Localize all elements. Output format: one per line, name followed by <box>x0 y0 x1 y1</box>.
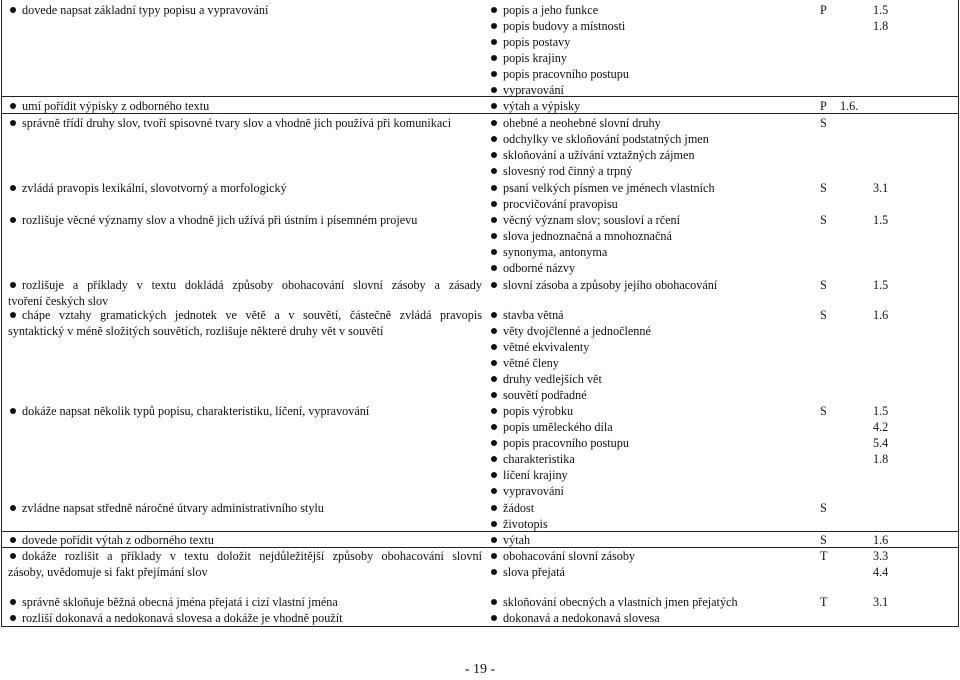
outcome-text: tvoření českých slov <box>8 294 109 308</box>
level-code: P <box>820 3 827 17</box>
topic-item: obohacování slovní zásoby <box>503 549 636 563</box>
topic-item: vypravování <box>503 83 564 97</box>
topic-item: odborné názvy <box>503 261 576 275</box>
reference-code: 4.2 <box>873 420 889 434</box>
topic-item: dokonavá a nedokonavá slovesa <box>503 611 660 625</box>
topic-item: souvětí podřadné <box>503 388 587 402</box>
outcome-text: zvládne napsat středně náročné útvary administrativního stylu <box>22 501 324 515</box>
topic-item: slovesný rod činný a trpný <box>503 164 633 178</box>
reference-code: 1.6 <box>873 308 889 322</box>
topic-item: slovní zásoba a způsoby jejího obohacování <box>503 278 718 292</box>
page-number: - 19 - <box>464 662 496 677</box>
topic-item: druhy vedlejších vět <box>503 372 602 386</box>
topic-item: slova přejatá <box>503 565 565 579</box>
reference-code: 1.8 <box>873 19 889 33</box>
outcome-text: rozlišuje věcné významy slov a vhodně jich užívá při ústním i písemném projevu <box>22 213 418 227</box>
outcome-text: zásoby, uvědomuje si fakt přejímání slov <box>8 565 208 579</box>
outcome-text: správně skloňuje běžná obecná jména přejatá i cizí vlastní jména <box>22 595 338 609</box>
reference-code: 1.6. <box>840 99 859 113</box>
topic-item: líčení krajiny <box>503 468 568 482</box>
topic-item: popis krajiny <box>503 51 567 65</box>
outcome-text: chápe vztahy gramatických jednotek ve větě a v souvětí, částečně zvládá pravopis <box>22 308 482 322</box>
outcome-text: správně třídí druhy slov, tvoří spisovné tvary slov a vhodně jich používá při komunikaci <box>22 116 452 130</box>
level-code: S <box>820 533 827 547</box>
reference-code: 4.4 <box>873 565 889 579</box>
level-code: P <box>820 99 827 113</box>
topic-item: odchylky ve skloňování podstatných jmen <box>503 132 709 146</box>
topic-item: psaní velkých písmen ve jménech vlastních <box>503 181 715 195</box>
outcome-text: rozlišuje a příklady v textu dokládá způsoby obohacování slovní zásoby a zásady <box>22 278 482 292</box>
topic-item: popis postavy <box>503 35 571 49</box>
reference-code: 3.1 <box>873 181 889 195</box>
topic-item: synonyma, antonyma <box>503 245 608 259</box>
level-code: S <box>820 181 827 195</box>
outcome-text: syntaktický v méně složitých souvětích, rozlišuje některé druhy vět v souvětí <box>8 324 384 338</box>
topic-item: větné ekvivalenty <box>503 340 590 354</box>
topic-item: výtah <box>503 533 531 547</box>
level-code: S <box>820 501 827 515</box>
topic-item: větné členy <box>503 356 559 370</box>
topic-item: vypravování <box>503 484 564 498</box>
outcome-text: dokáže napsat několik typů popisu, charakteristiku, líčení, vypravování <box>22 404 370 418</box>
outcome-text: zvládá pravopis lexikální, slovotvorný a morfologický <box>22 181 287 195</box>
reference-code: 5.4 <box>873 436 889 450</box>
topic-item: popis pracovního postupu <box>503 436 629 450</box>
row-divider <box>1 96 959 97</box>
topic-item: procvičování pravopisu <box>503 197 618 211</box>
topic-item: popis uměleckého díla <box>503 420 613 434</box>
topic-item: žádost <box>503 501 535 515</box>
level-code: T <box>820 549 828 563</box>
topic-item: věty dvojčlenné a jednočlenné <box>503 324 651 338</box>
topic-item: popis pracovního postupu <box>503 67 629 81</box>
topic-item: výtah a výpisky <box>503 99 581 113</box>
outcome-text: umí pořídit výpisky z odborného textu <box>22 99 210 113</box>
level-code: T <box>820 595 828 609</box>
level-code: S <box>820 278 827 292</box>
reference-code: 3.3 <box>873 549 889 563</box>
topic-item: ohebné a neohebné slovní druhy <box>503 116 661 130</box>
reference-code: 1.6 <box>873 533 889 547</box>
outcome-text: rozliší dokonavá a nedokonavá slovesa a dokáže je vhodně použít <box>22 611 343 625</box>
outcome-text: dovede pořídit výtah z odborného textu <box>22 533 214 547</box>
topic-item: charakteristika <box>503 452 575 466</box>
level-code: S <box>820 213 827 227</box>
topic-item: slova jednoznačná a mnohoznačná <box>503 229 672 243</box>
topic-item: popis budovy a místnosti <box>503 19 626 33</box>
level-code: S <box>820 116 827 130</box>
reference-code: 1.5 <box>873 3 889 17</box>
outcome-text: dokáže rozlišit a příklady v textu doložit nejdůležitější způsoby obohacování slovní <box>22 549 482 563</box>
reference-code: 1.8 <box>873 452 889 466</box>
reference-code: 1.5 <box>873 404 889 418</box>
level-code: S <box>820 308 827 322</box>
outcome-text: dovede napsat základní typy popisu a vypravování <box>22 3 269 17</box>
topic-item: věcný význam slov; sousloví a rčení <box>503 213 681 227</box>
reference-code: 3.1 <box>873 595 889 609</box>
level-code: S <box>820 404 827 418</box>
topic-item: životopis <box>503 517 548 531</box>
topic-item: skloňování obecných a vlastních jmen přejatých <box>503 595 738 609</box>
topic-item: stavba větná <box>503 308 564 322</box>
topic-item: popis a jeho funkce <box>503 3 599 17</box>
topic-item: skloňování a užívání vztažných zájmen <box>503 148 695 162</box>
reference-code: 1.5 <box>873 213 889 227</box>
reference-code: 1.5 <box>873 278 889 292</box>
topic-item: popis výrobku <box>503 404 574 418</box>
